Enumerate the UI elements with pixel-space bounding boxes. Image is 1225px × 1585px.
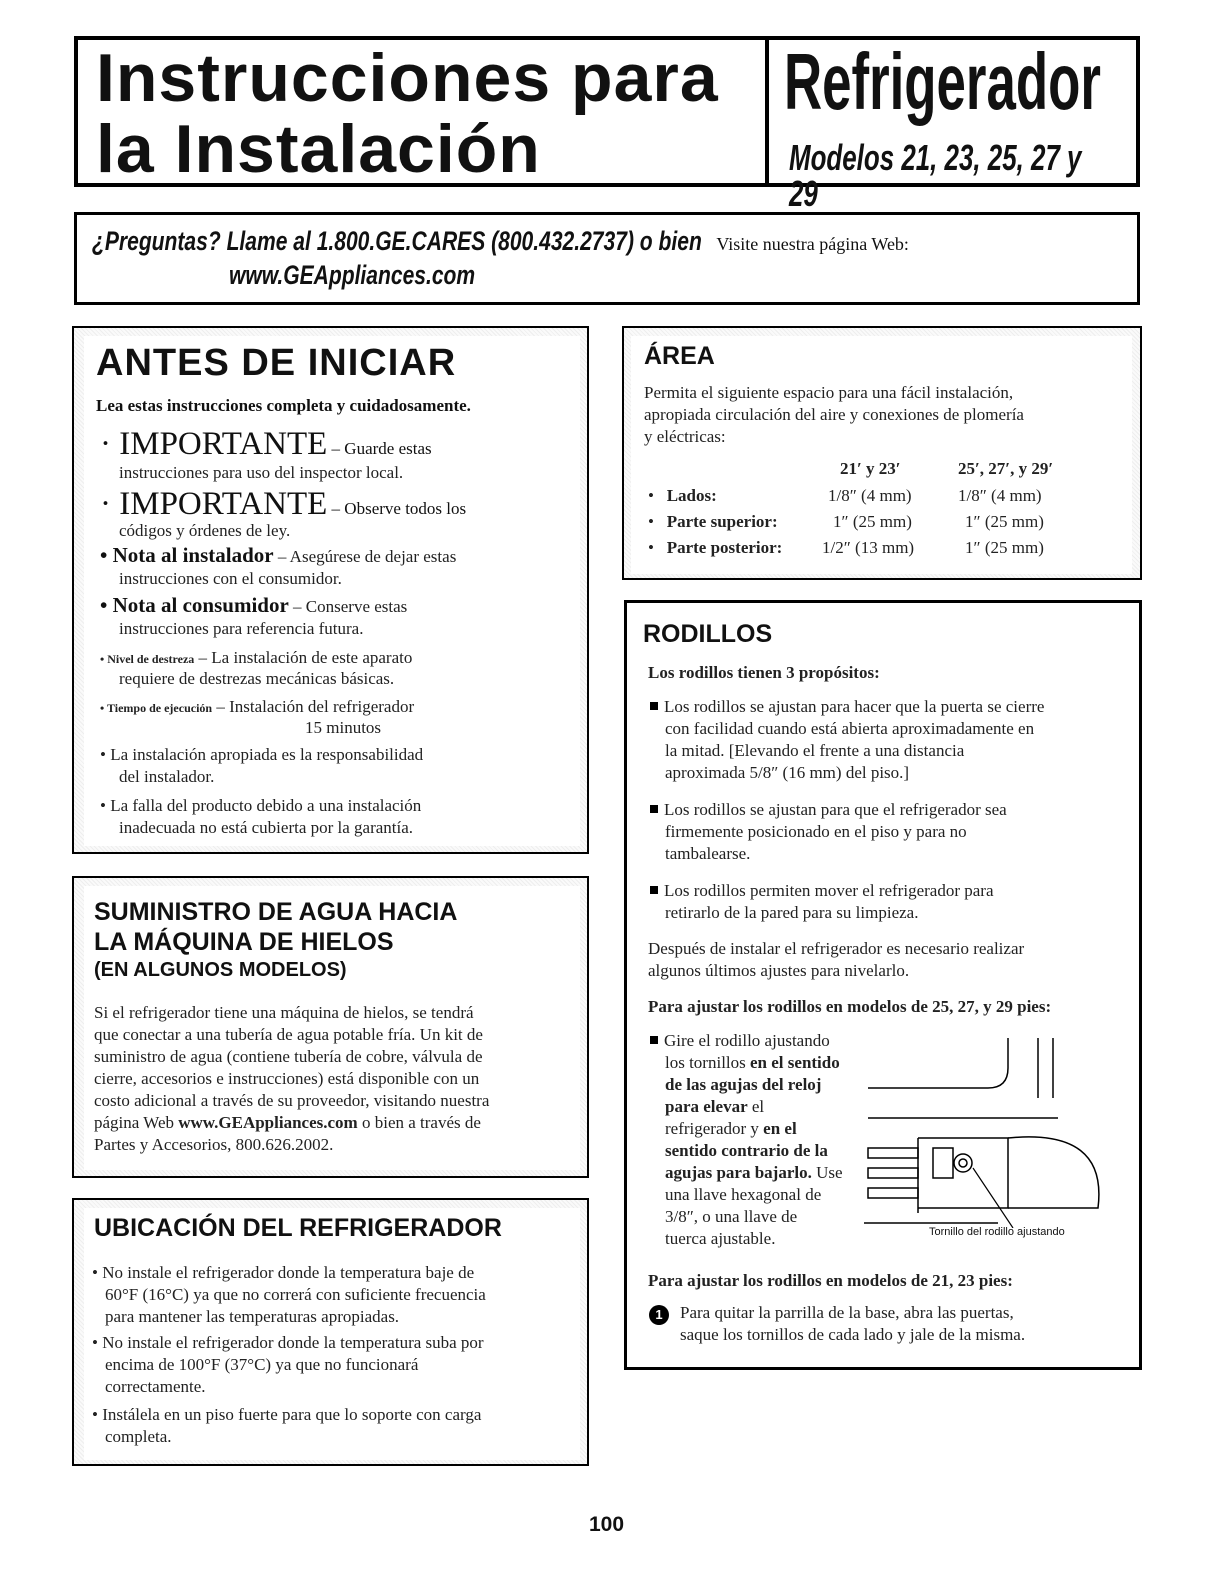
questions-line	[92, 228, 909, 255]
title-line-2: la Instalación	[96, 111, 541, 187]
suministro-line-1: Si el refrigerador tiene una máquina de hielos, se tendrá	[94, 1003, 474, 1022]
row-lados-a: 1/8″ (4 mm)	[828, 486, 912, 505]
gire-4b: el	[747, 1097, 765, 1116]
title-line-1: Instrucciones para	[96, 40, 719, 116]
ubicacion-b3b: completa.	[105, 1427, 172, 1446]
square-bullet-icon	[650, 702, 658, 710]
nota-instalador-cont: instrucciones con el consumidor.	[119, 569, 342, 588]
importante-2-cont: códigos y órdenes de ley.	[119, 521, 291, 540]
importante-2-text: – Observe todos los	[327, 499, 467, 518]
rodillos-subtitle: Los rodillos tienen 3 propósitos:	[648, 663, 880, 682]
rodillos-p3-2: retirarlo de la pared para su limpieza.	[665, 903, 919, 922]
gire-5	[665, 1118, 797, 1140]
importante-1-cont: instrucciones para uso del inspector local.	[119, 463, 404, 482]
ubicacion-b1c: para mantener las temperaturas apropiadas.	[105, 1307, 400, 1326]
nivel-destreza-head: Nivel de destreza	[107, 652, 195, 666]
gire-5b: en el	[763, 1119, 797, 1138]
row-superior	[648, 511, 778, 533]
square-bullet-icon	[650, 886, 658, 894]
gire-5a: refrigerador y	[665, 1119, 764, 1138]
suministro-line-2: que conectar a una tubería de agua potable fría. Un kit de	[94, 1025, 483, 1044]
falla-cont: inadecuada no está cubierta por la garantía.	[119, 818, 414, 837]
nota-consumidor	[100, 593, 407, 618]
nivel-destreza	[100, 647, 412, 670]
rodillos-p1-text: Los rodillos se ajustan para hacer que la puerta se cierre	[664, 697, 1045, 716]
row-lados-b: 1/8″ (4 mm)	[958, 486, 1042, 505]
roller-illustration	[858, 1028, 1118, 1228]
bullet: •	[100, 543, 113, 567]
importante-1-text: – Guarde estas	[327, 439, 432, 458]
suministro-line-6a: página Web	[94, 1113, 179, 1132]
bullet: •	[100, 652, 108, 666]
tiempo-ejecucion-head: Tiempo de ejecución	[106, 701, 213, 715]
rodillos-p2-1	[650, 799, 1007, 821]
importante-2-head: IMPORTANTE	[119, 486, 328, 522]
row-posterior-label: Parte posterior:	[666, 538, 783, 557]
gire-7b: Use	[811, 1163, 843, 1182]
responsabilidad-text: La instalación apropiada es la responsabilidad	[110, 745, 424, 764]
roller-caption: Tornillo del rodillo ajustando	[929, 1226, 1065, 1238]
bullet: •	[648, 538, 667, 557]
importante-1	[100, 428, 432, 461]
importante-1-head: IMPORTANTE	[119, 426, 328, 462]
area-intro-1: Permita el siguiente espacio para una fácil instalación,	[644, 383, 1014, 402]
rodillos-p2-2: firmemente posicionado en el piso y para no	[665, 822, 967, 841]
antes-subtitle: Lea estas instrucciones completa y cuidadosamente.	[96, 396, 471, 415]
row-superior-a: 1″ (25 mm)	[833, 512, 912, 531]
area-title: ÁREA	[644, 342, 715, 370]
col-header-21-23: 21′ y 23′	[840, 459, 901, 478]
ubicacion-b2c: correctamente.	[105, 1377, 206, 1396]
bullet: •	[100, 796, 111, 815]
product-name: Refrigerador	[784, 37, 1101, 126]
rodillos-title: RODILLOS	[643, 620, 773, 648]
gire-2b: en el sentido	[750, 1053, 840, 1072]
ubicacion-title: UBICACIÓN DEL REFRIGERADOR	[94, 1214, 502, 1242]
suministro-line-6c: o bien a través de	[357, 1113, 481, 1132]
row-posterior-b: 1″ (25 mm)	[965, 538, 1044, 557]
rodillos-p3-text: Los rodillos permiten mover el refrigerador para	[664, 881, 994, 900]
rodillos-h25: Para ajustar los rodillos en modelos de 25, 27, y 29 pies:	[648, 997, 1052, 1016]
ubicacion-b2a: • No instale el refrigerador donde la temperatura suba por	[92, 1333, 484, 1352]
bullet: ·	[100, 426, 120, 462]
importante-2	[100, 488, 466, 521]
nota-instalador-text: – Asegúrese de dejar estas	[273, 547, 457, 566]
col-header-25-29: 25′, 27′, y 29′	[958, 459, 1054, 478]
gire-9: 3/8″, o una llave de	[665, 1207, 798, 1226]
nota-consumidor-text: – Conserve estas	[288, 597, 408, 616]
row-superior-b: 1″ (25 mm)	[965, 512, 1044, 531]
gire-8: una llave hexagonal de	[665, 1185, 822, 1204]
bullet: •	[648, 512, 667, 531]
nivel-destreza-text: – La instalación de este aparato	[194, 648, 413, 667]
rodillos-p2-text: Los rodillos se ajustan para que el refrigerador sea	[664, 800, 1007, 819]
nota-instalador	[100, 543, 456, 568]
area-intro-2: apropiada circulación del aire y conexiones de plomería	[644, 405, 1024, 424]
square-bullet-icon	[650, 805, 658, 813]
step-1-line-2: saque los tornillos de cada lado y jale de la misma.	[680, 1325, 1026, 1344]
step-1-line-1: Para quitar la parrilla de la base, abra las puertas,	[680, 1303, 1014, 1322]
bullet: •	[100, 701, 107, 715]
bullet: •	[648, 486, 667, 505]
row-posterior-a: 1/2″ (13 mm)	[822, 538, 915, 557]
suministro-line-4: cierre, accesorios e instrucciones) está disponible con un	[94, 1069, 480, 1088]
row-superior-label: Parte superior:	[666, 512, 778, 531]
responsabilidad	[100, 744, 423, 766]
bullet: •	[100, 593, 113, 617]
area-intro-3: y eléctricas:	[644, 427, 726, 446]
suministro-title-3: (EN ALGUNOS MODELOS)	[94, 959, 347, 981]
rodillos-h21: Para ajustar los rodillos en modelos de 21, 23 pies:	[648, 1271, 1013, 1290]
falla-text: La falla del producto debido a una instalación	[110, 796, 422, 815]
bullet: ·	[100, 486, 120, 522]
row-lados	[648, 485, 717, 507]
suministro-line-7: Partes y Accesorios, 800.626.2002.	[94, 1135, 334, 1154]
visit-text: Visite nuestra página Web:	[716, 234, 909, 254]
rodillos-p2-3: tambalearse.	[665, 844, 751, 863]
gire-1	[650, 1030, 830, 1052]
gire-7	[665, 1162, 843, 1184]
call-text: ¿Preguntas? Llame al 1.800.GE.CARES (800.432.2737) o bien	[92, 226, 702, 256]
gire-6: sentido contrario de la	[665, 1141, 828, 1160]
gire-2a: los tornillos	[665, 1053, 751, 1072]
gire-4	[665, 1096, 764, 1118]
rodillos-p1-2: con facilidad cuando está abierta aproximadamente en	[665, 719, 1035, 738]
suministro-web-link[interactable]: www.GEAppliances.com	[178, 1113, 358, 1132]
step-number: 1	[649, 1305, 669, 1325]
models-line: Modelos 21, 23, 25, 27 y 29	[789, 137, 1082, 214]
gire-4a: para elevar	[665, 1097, 748, 1116]
ubicacion-b3a: • Instálela en un piso fuerte para que lo soporte con carga	[92, 1405, 482, 1424]
rodillos-p3-1	[650, 880, 993, 902]
nivel-destreza-cont: requiere de destrezas mecánicas básicas.	[119, 669, 395, 688]
row-posterior	[648, 537, 782, 559]
gire-10: tuerca ajustable.	[665, 1229, 776, 1248]
tiempo-ejecucion-cont: 15 minutos	[305, 718, 382, 737]
ubicacion-b1b: 60°F (16°C) ya que no correrá con suficiente frecuencia	[105, 1285, 486, 1304]
header-divider	[765, 36, 769, 187]
rodillos-p1-1	[650, 696, 1044, 718]
ubicacion-b1a: • No instale el refrigerador donde la temperatura baje de	[92, 1263, 475, 1282]
nota-instalador-head: Nota al instalador	[112, 543, 274, 567]
ubicacion-b2b: encima de 100°F (37°C) ya que no funcionará	[105, 1355, 419, 1374]
gire-2	[665, 1052, 840, 1074]
suministro-line-6	[94, 1112, 481, 1134]
rodillos-after-2: algunos últimos ajustes para nivelarlo.	[648, 961, 910, 980]
suministro-title-1: SUMINISTRO DE AGUA HACIA	[94, 898, 458, 926]
tiempo-ejecucion-text: – Instalación del refrigerador	[212, 697, 415, 716]
row-lados-label: Lados:	[666, 486, 717, 505]
gire-7a: agujas para bajarlo.	[665, 1163, 812, 1182]
rodillos-after-1: Después de instalar el refrigerador es necesario realizar	[648, 939, 1025, 958]
page-number: 100	[589, 1513, 625, 1536]
nota-consumidor-head: Nota al consumidor	[112, 593, 289, 617]
falla	[100, 795, 421, 817]
nota-consumidor-cont: instrucciones para referencia futura.	[119, 619, 364, 638]
suministro-title-2: LA MÁQUINA DE HIELOS	[94, 928, 394, 956]
rodillos-p1-3: la mitad. [Elevando el frente a una distancia	[665, 741, 965, 760]
gire-3: de las agujas del reloj	[665, 1075, 822, 1094]
square-bullet-icon	[650, 1036, 658, 1044]
suministro-line-3: suministro de agua (contiene tubería de cobre, válvula de	[94, 1047, 483, 1066]
gire-1-text: Gire el rodillo ajustando	[664, 1031, 830, 1050]
rodillos-p1-4: aproximada 5/8″ (16 mm) del piso.]	[665, 763, 910, 782]
tiempo-ejecucion	[100, 696, 414, 719]
responsabilidad-cont: del instalador.	[119, 767, 215, 786]
antes-title: ANTES DE INICIAR	[96, 342, 457, 384]
bullet: •	[100, 745, 111, 764]
website-link[interactable]: www.GEAppliances.com	[229, 260, 476, 290]
suministro-line-5: costo adicional a través de su proveedor, visitando nuestra	[94, 1091, 490, 1110]
